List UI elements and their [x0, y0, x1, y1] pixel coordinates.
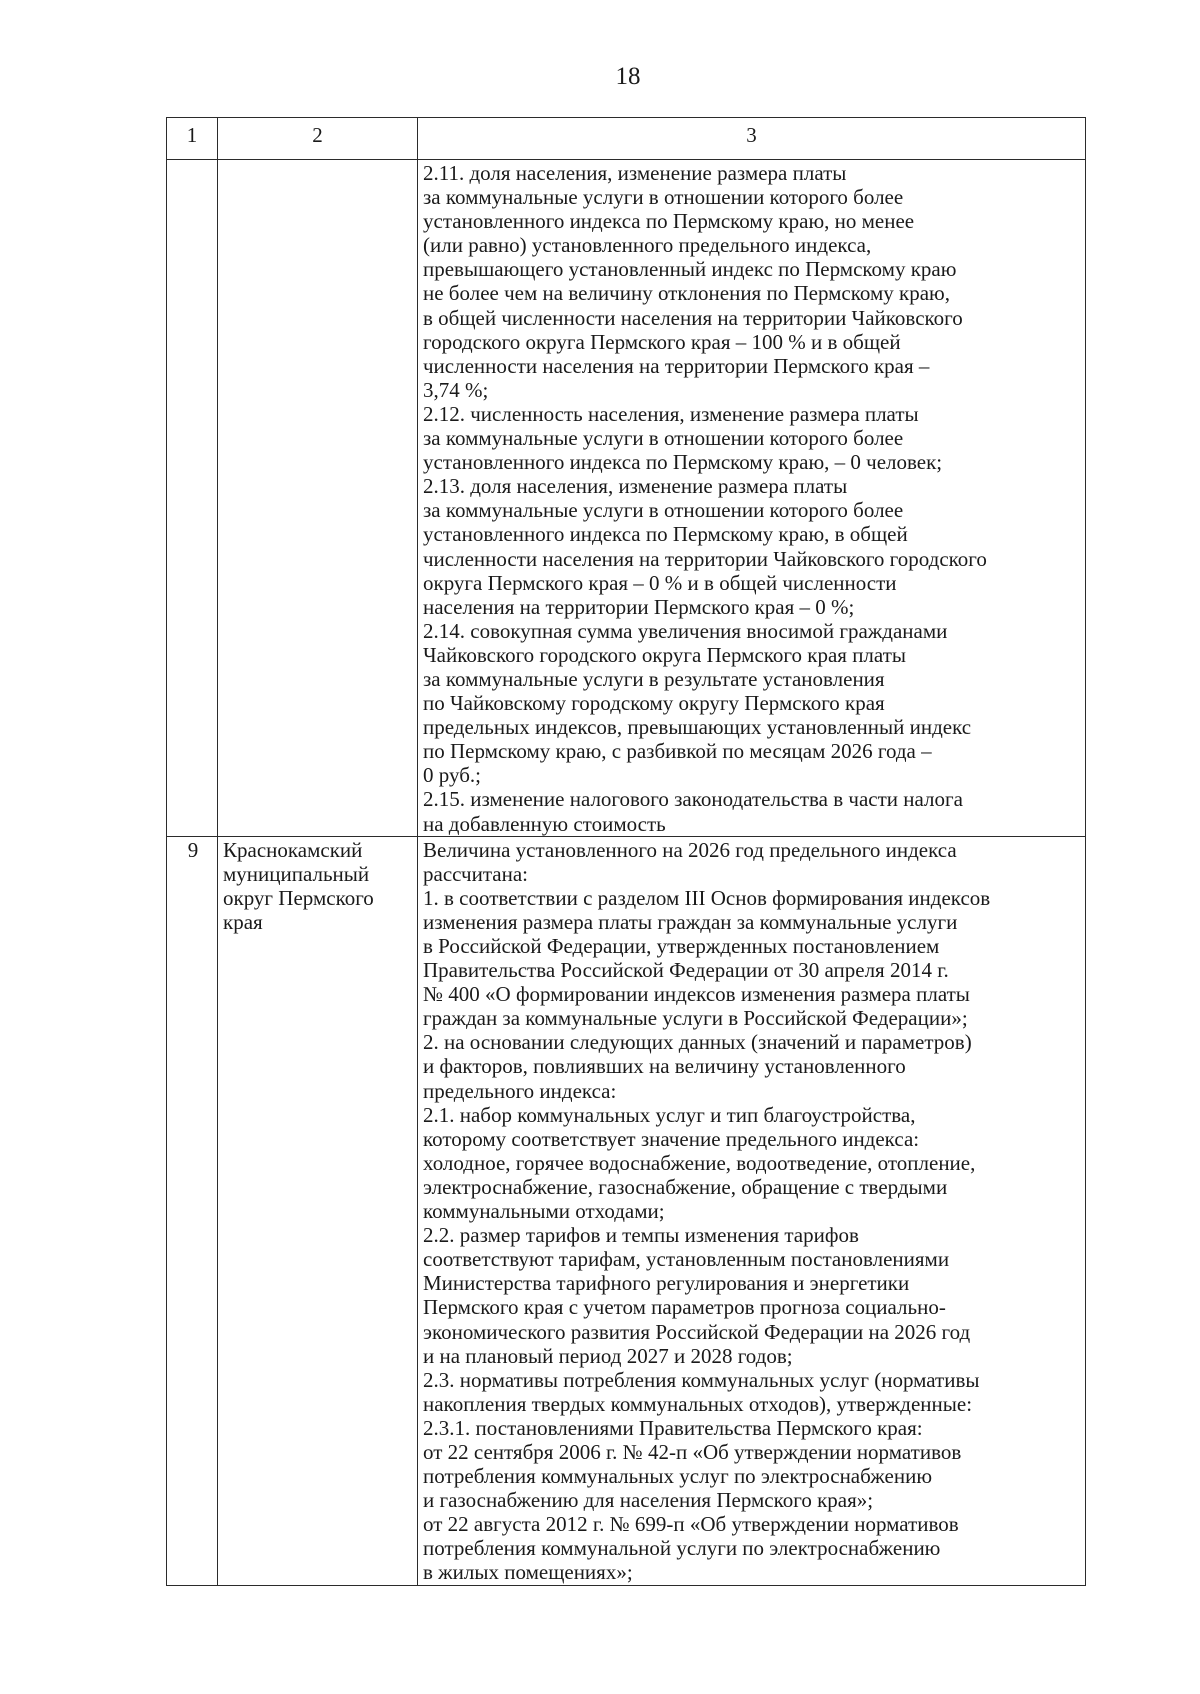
text-line: (или равно) установленного предельного индекса,	[423, 233, 872, 258]
text-line: установленного индекса по Пермскому краю, в общей	[423, 522, 908, 547]
text-line: накопления твердых коммунальных отходов), утвержденные:	[423, 1391, 973, 1416]
municipality-line: муниципальный	[223, 861, 370, 886]
municipality-cell	[218, 836, 418, 1585]
text-line: и факторов, повлиявших на величину установленного	[423, 1054, 906, 1079]
text-line: 2. на основании следующих данных (значений и параметров)	[423, 1030, 972, 1055]
text-line: 2.14. совокупная сумма увеличения вносимой гражданами	[423, 618, 948, 643]
document-table	[166, 117, 1086, 1586]
header-cell-3: 3	[418, 118, 1086, 160]
text-line: 2.11. доля населения, изменение размера платы	[423, 161, 847, 185]
table-header-row	[167, 118, 1086, 160]
text-line: 0 руб.;	[423, 763, 481, 788]
text-line: установленного индекса по Пермскому краю, – 0 человек;	[423, 450, 943, 475]
text-line: в общей численности населения на территории Чайковского	[423, 305, 963, 330]
text-line: 2.3. нормативы потребления коммунальных услуг (нормативы	[423, 1367, 980, 1392]
text-line: населения на территории Пермского края – 0 %;	[423, 594, 855, 619]
text-line: за коммунальные услуги в отношении которого более	[423, 426, 904, 451]
table-row-9	[167, 836, 1086, 1585]
text-line: численности населения на территории Чайковского городского	[423, 546, 987, 571]
text-line: потребления коммунальных услуг по электроснабжению	[423, 1464, 933, 1489]
header-cell-1: 1	[167, 118, 218, 160]
text-line: 3,74 %;	[423, 377, 489, 402]
text-line: превышающего установленный индекс по Пермскому краю	[423, 257, 957, 282]
row-number-cell	[167, 160, 218, 837]
header-cell-2: 2	[218, 118, 418, 160]
text-line: установленного индекса по Пермскому краю, но менее	[423, 209, 915, 234]
text-line: 2.13. доля населения, изменение размера платы	[423, 474, 848, 499]
text-line: граждан за коммунальные услуги в Российской Федерации»;	[423, 1006, 968, 1031]
text-line: предельного индекса:	[423, 1078, 617, 1103]
text-line: № 400 «О формировании индексов изменения размера платы	[423, 982, 970, 1007]
text-line: холодное, горячее водоснабжение, водоотведение, отопление,	[423, 1150, 976, 1175]
description-cell	[418, 836, 1086, 1585]
text-line: экономического развития Российской Федерации на 2026 год	[423, 1319, 971, 1344]
text-line: в жилых помещениях»;	[423, 1560, 633, 1585]
text-line: Правительства Российской Федерации от 30 апреля 2014 г.	[423, 958, 949, 983]
text-line: потребления коммунальной услуги по электроснабжению	[423, 1536, 941, 1561]
text-line: электроснабжение, газоснабжение, обращение с твердыми	[423, 1174, 948, 1199]
text-line: за коммунальные услуги в результате установления	[423, 666, 885, 691]
text-line: на добавленную стоимость	[423, 811, 666, 836]
text-line: Чайковского городского округа Пермского края платы	[423, 642, 906, 667]
text-line: 2.12. численность населения, изменение размера платы	[423, 401, 919, 426]
municipality-line: округ Пермского	[223, 885, 374, 910]
text-line: Величина установленного на 2026 год предельного индекса	[423, 837, 957, 862]
text-line: за коммунальные услуги в отношении которого более	[423, 498, 904, 523]
text-line: 2.2. размер тарифов и темпы изменения тарифов	[423, 1223, 859, 1248]
text-line: изменения размера платы граждан за коммунальные услуги	[423, 909, 958, 934]
text-line: 2.3.1. постановлениями Правительства Пермского края:	[423, 1415, 923, 1440]
text-line: от 22 сентября 2006 г. № 42-п «Об утверждении нормативов	[423, 1439, 962, 1464]
text-line: соответствуют тарифам, установленным постановлениями	[423, 1247, 950, 1272]
text-line: за коммунальные услуги в отношении которого более	[423, 185, 904, 210]
text-line: и газоснабжению для населения Пермского края»;	[423, 1488, 874, 1513]
text-line: округа Пермского края – 0 % и в общей численности	[423, 570, 897, 595]
text-line: которому соответствует значение предельного индекса:	[423, 1126, 920, 1151]
text-line: коммунальными отходами;	[423, 1199, 665, 1224]
text-line: по Чайковскому городскому округу Пермского края	[423, 691, 885, 716]
text-line: 2.1. набор коммунальных услуг и тип благоустройства,	[423, 1102, 916, 1127]
text-line: 1. в соответствии с разделом III Основ формирования индексов	[423, 885, 991, 910]
municipality-line: Краснокамский	[223, 837, 363, 862]
text-line: предельных индексов, превышающих установленный индекс	[423, 715, 972, 740]
table-row-continuation	[167, 160, 1086, 837]
text-line: численности населения на территории Пермского края –	[423, 353, 930, 378]
page-number: 18	[615, 63, 641, 90]
text-line: городского округа Пермского края – 100 % и в общей	[423, 329, 901, 354]
municipality-cell	[218, 160, 418, 837]
text-line: не более чем на величину отклонения по Пермскому краю,	[423, 281, 950, 306]
text-line: по Пермскому краю, с разбивкой по месяцам 2026 года –	[423, 739, 932, 764]
text-line: и на плановый период 2027 и 2028 годов;	[423, 1343, 793, 1368]
text-line: рассчитана:	[423, 861, 528, 886]
description-cell	[418, 160, 1086, 837]
text-line: в Российской Федерации, утвержденных постановлением	[423, 934, 940, 958]
row-number-cell: 9	[167, 836, 218, 1585]
text-line: Министерства тарифного регулирования и энергетики	[423, 1271, 910, 1296]
text-line: от 22 августа 2012 г. № 699-п «Об утверждении нормативов	[423, 1512, 959, 1537]
text-line: 2.15. изменение налогового законодательства в части налога	[423, 787, 963, 812]
municipality-line: края	[223, 909, 263, 934]
text-line: Пермского края с учетом параметров прогноза социально-	[423, 1295, 946, 1320]
